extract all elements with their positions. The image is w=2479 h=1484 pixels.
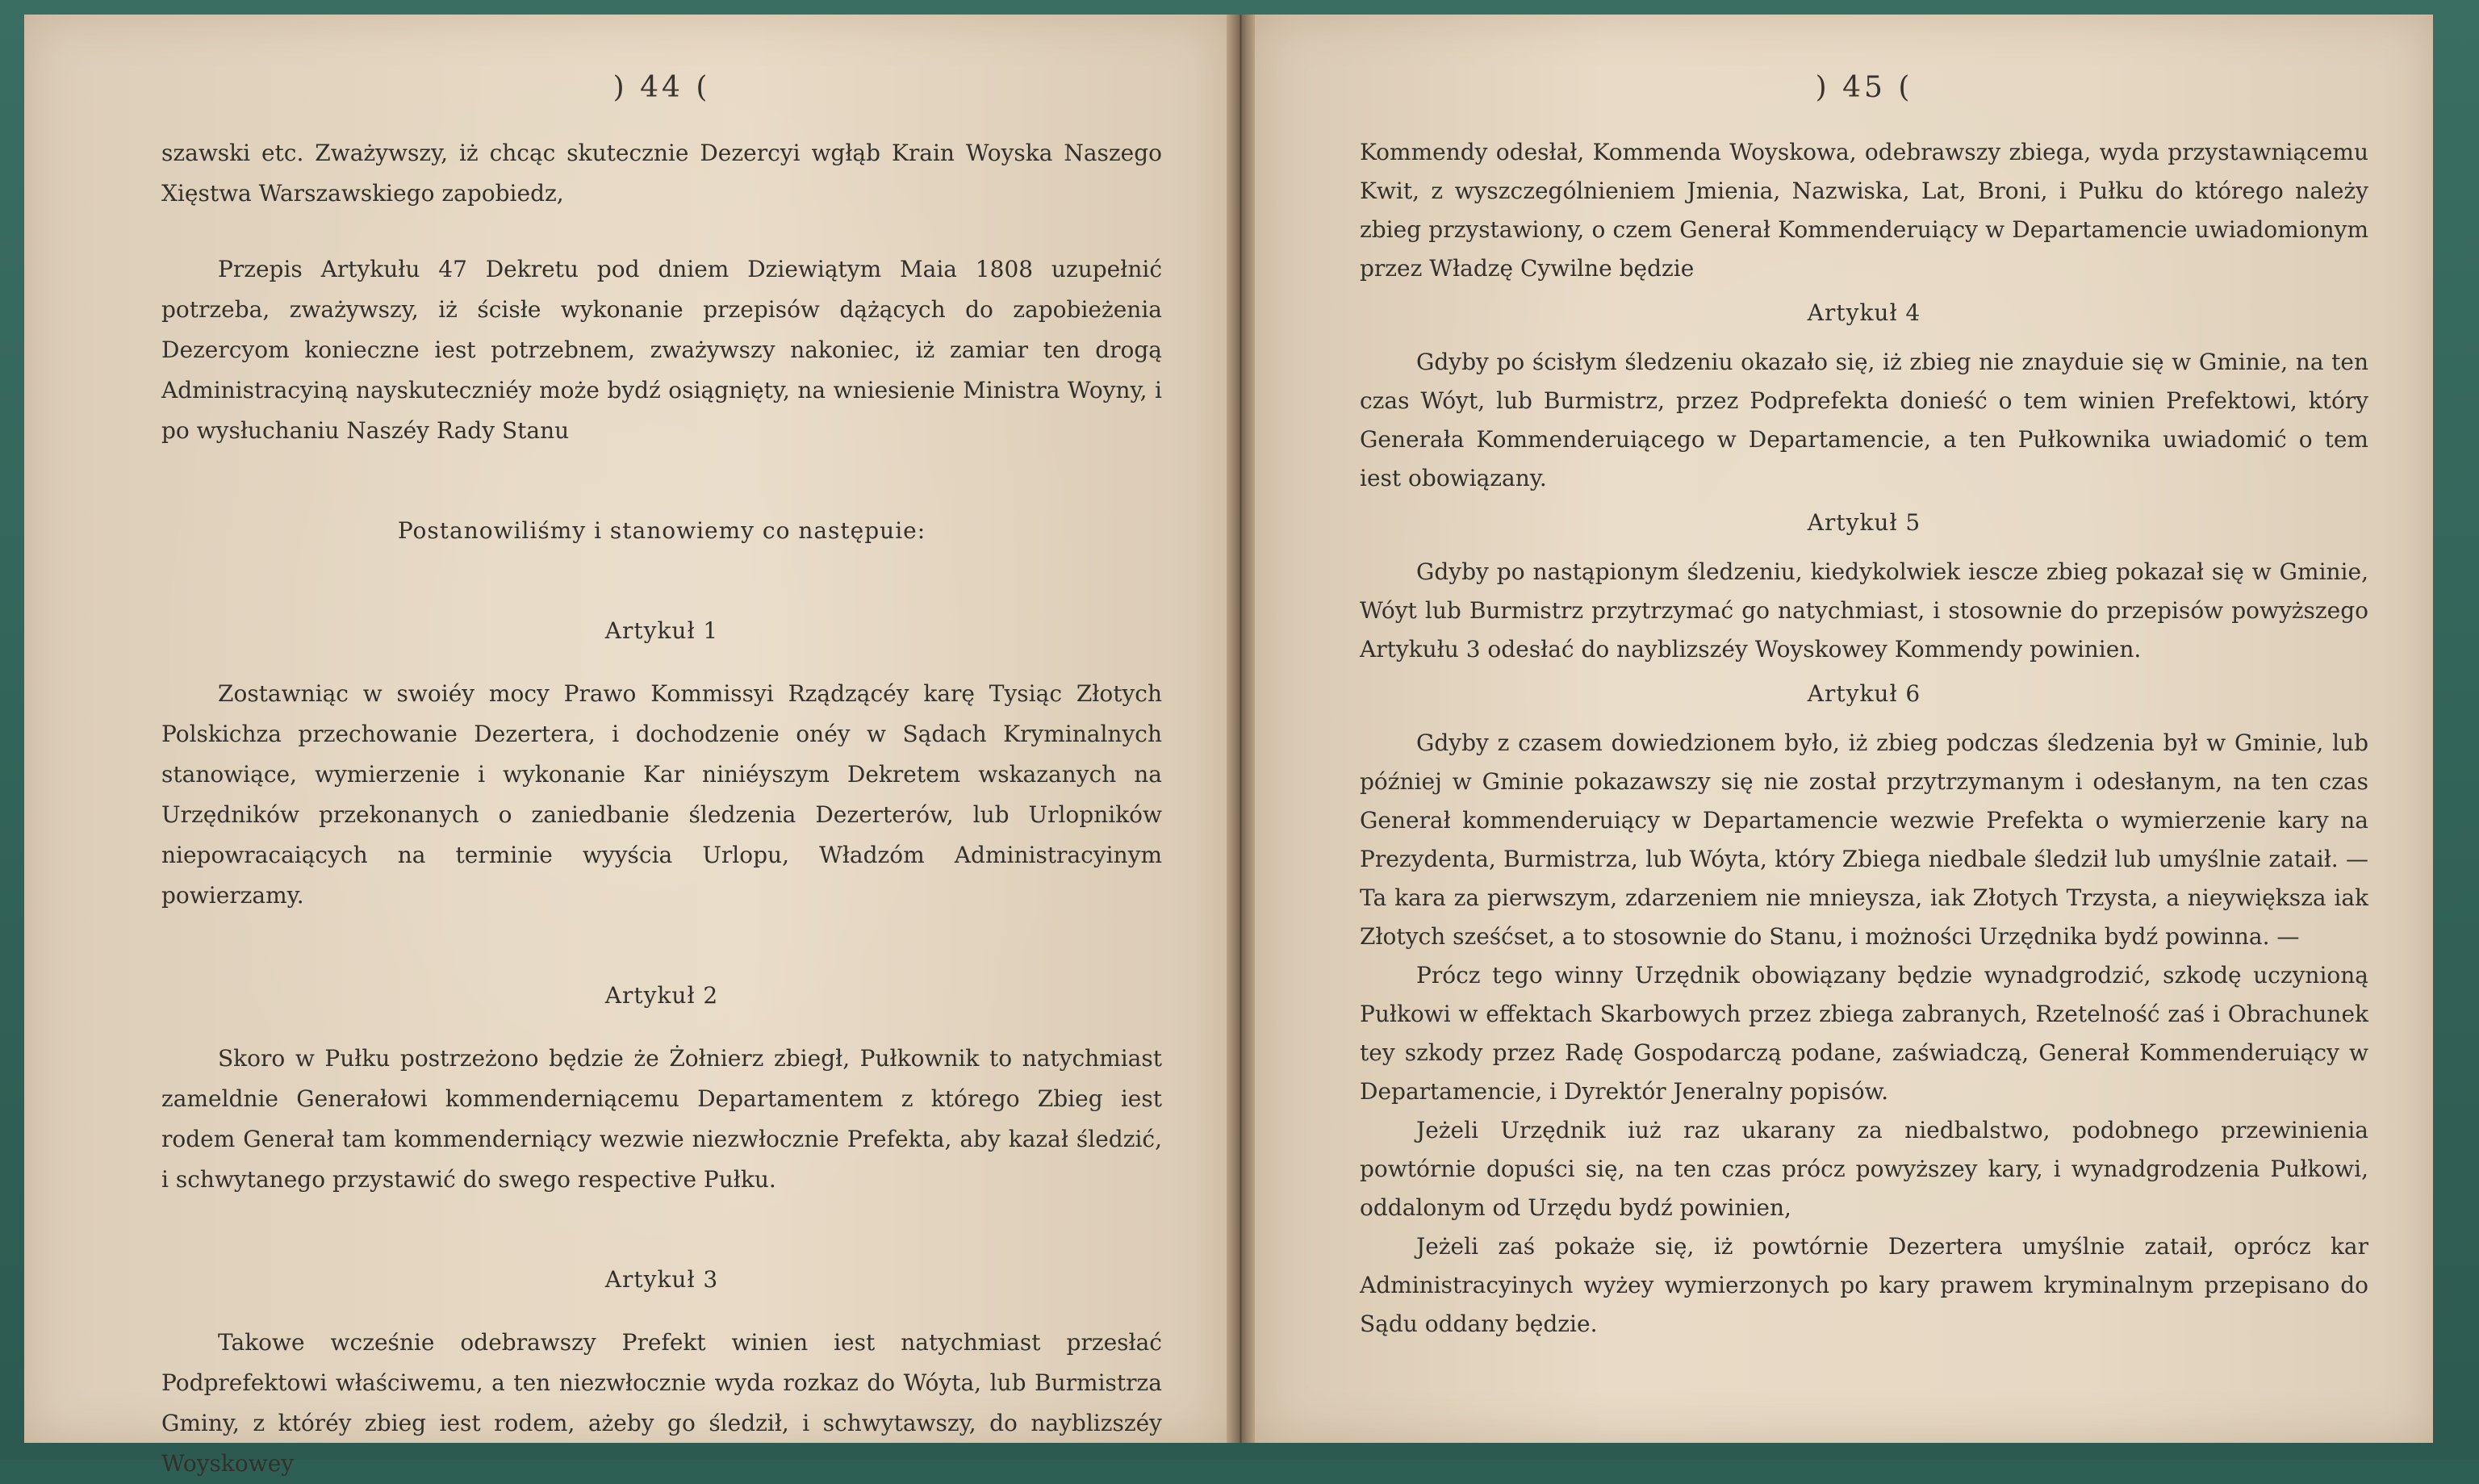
left-page-number: ) 44 ( [612,71,711,104]
left-intro-paragraph: szawski etc. Zważywszy, iż chcąc skutecznie Dezercyi wgłąb Krain Woyska Naszego Xięstwa Warszawskiego zapobiedz, [161,140,1162,207]
article-heading-4: Artykuł 4 [1807,299,1921,326]
article-text-2: Skoro w Pułku postrzeżono będzie że Żołnierz zbiegł, Pułkownik to natychmiast zameldnie Generałowi kommenderniącemu Departamentem z którego Zbieg iest rodem Generał tam kommenderniący wezwie niezwłocznie Prefekta, aby kazał śledzić, i schwytanego przystawić do swego respective Pułku. [161,1045,1162,1193]
article-heading-5: Artykuł 5 [1807,509,1921,536]
article-text-4: Gdyby po ścisłym śledzeniu okazało się, iż zbieg nie znayduie się w Gminie, na ten czas Wóyt, lub Burmistrz, przez Podprefekta donieść o tem winien Prefektowi, który Generała Kommenderuiącego w Departamencie, a ten Pułkownika uwiadomić o tem iest obowiązany. [1360,349,2368,491]
article-text-5: Gdyby po nastąpionym śledzeniu, kiedykolwiek iescze zbieg pokazał się w Gminie, Wóyt lub Burmistrz przytrzymać go natychmiast, i stosownie do przepisów powyższego Artykułu 3 odesłać do nayblizszéy Woyskowey Kommendy powinien. [1360,558,2368,663]
closing-paragraph-repeat-offense: Jeżeli Urzędnik iuż raz ukarany za niedbalstwo, podobnego przewinienia powtórnie dopuści się, na ten czas prócz powyższey kary, i wynadgrodzenia Pułkowi, oddalonym od Urzędu bydź powinien, [1360,1117,2368,1221]
article-text-1: Zostawniąc w swoiéy mocy Prawo Kommissyi Rządzącéy karę Tysiąc Złotych Polskichza przechowanie Dezertera, i dochodzenie onéy w Sądach Kryminalnych stanowiące, wymierzenie i wykonanie Kar niniéyszym Dekretem wskazanych na Urzędników przekonanych o zaniedbanie śledzenia Dezerterów, lub Urlopników niepowracaiących na terminie wyyścia Urlopu, Władzóm Administracyinym powierzamy. [161,680,1162,909]
article-heading-3: Artykuł 3 [604,1266,719,1293]
book-gutter [1227,15,1255,1443]
left-preamble-paragraph: Przepis Artykułu 47 Dekretu pod dniem Dziewiątym Maia 1808 uzupełnić potrzeba, zważywszy, iż ścisłe wykonanie przepisów dążących do zapobieżenia Dezercyom konieczne iest potrzebnem, zważywszy nakoniec, iż zamiar ten drogą Administracyiną nayskuteczniéy może bydź osiągnięty, na wniesienie Ministra Woyny, i po wysłuchaniu Naszéy Rady Stanu [161,256,1162,444]
right-page [1255,15,2433,1443]
article-text-6: Gdyby z czasem dowiedzionem było, iż zbieg podczas śledzenia był w Gminie, lub później w Gminie pokazawszy się nie został przytrzymanym i odesłanym, na ten czas Generał kommenderuiący w Departamencie wezwie Prefekta o wymierzenie kary na Prezydenta, Burmistrza, lub Wóyta, który Zbiega niedbale śledził lub umyślnie zataił. — Ta kara za pierwszym, zdarzeniem nie mnieysza, iak Złotych Trzysta, a nieywiększa iak Złotych sześćset, a to stosownie do Stanu, i możności Urzędnika bydź powinna. — [1360,729,2368,950]
article-text-3: Takowe wcześnie odebrawszy Prefekt winien iest natychmiast przesłać Podprefektowi właściwemu, a ten niezwłocznie wyda rozkaz do Wóyta, lub Burmistrza Gminy, z któréy zbieg iest rodem, ażeby go śledził, i schwytawszy, do nayblizszéy Woyskowey [161,1329,1162,1477]
left-page [24,15,1227,1477]
article-heading-6: Artykuł 6 [1807,680,1921,707]
right-page-number: ) 45 ( [1815,71,1913,104]
closing-paragraph-damages: Prócz tego winny Urzędnik obowiązany będzie wynadgrodzić, szkodę uczynioną Pułkowi w effektach Skarbowych przez zbiega zabranych, Rzetelność zaś i Obrachunek tey szkody przez Radę Gospodarczą podane, zaświadczą, Generał Kommenderuiący w Departamencie, i Dyrektór Jeneralny popisów. [1360,962,2368,1105]
article-heading-1: Artykuł 1 [604,617,719,644]
article-heading-2: Artykuł 2 [604,982,719,1009]
decree-statement: Postanowiliśmy i stanowiemy co następuie: [397,517,926,544]
book-spread [24,15,2433,1477]
right-lead-paragraph: Kommendy odesłał, Kommenda Woyskowa, odebrawszy zbiega, wyda przystawniącemu Kwit, z wyszczególnieniem Jmienia, Nazwiska, Lat, Broni, i Pułku do którego należy zbieg przystawiony, o czem Generał Kommenderuiący w Departamencie uwiadomionym przez Władzę Cywilne będzie [1360,139,2368,282]
closing-paragraph-concealment: Jeżeli zaś pokaże się, iż powtórnie Dezertera umyślnie zataił, oprócz kar Administracyinych wyżey wymierzonych po kary prawem kryminalnym przepisano do Sądu oddany będzie. [1360,1233,2368,1337]
